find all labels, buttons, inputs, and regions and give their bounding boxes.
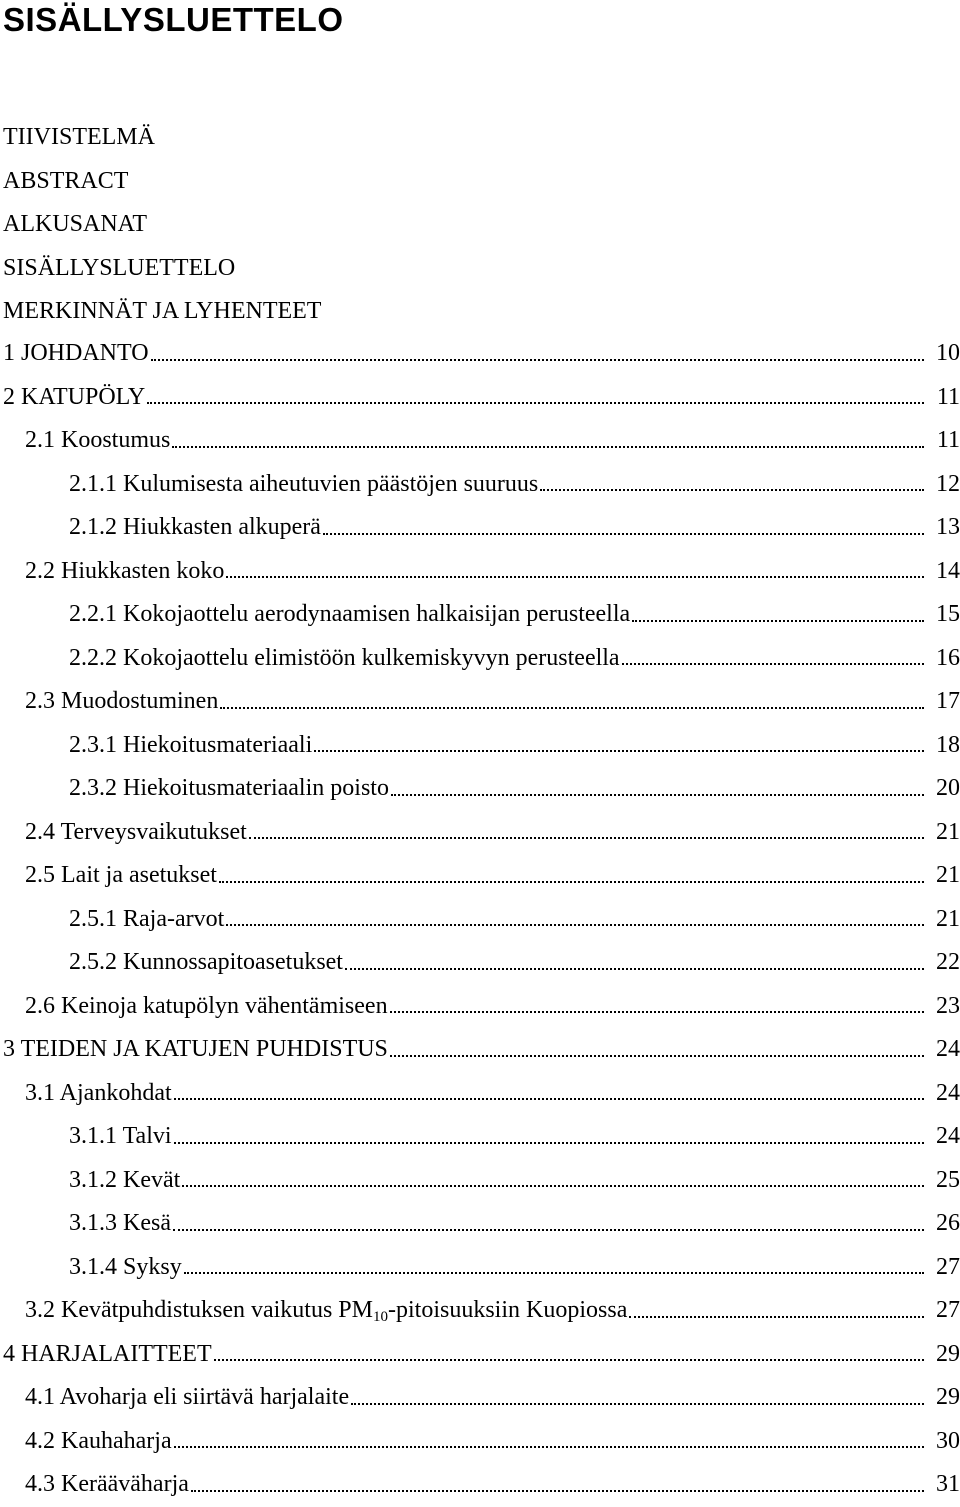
dot-leader — [219, 881, 924, 883]
toc-entry-label: 2.2.1 Kokojaottelu aerodynaamisen halkaisijan perusteella — [69, 601, 631, 627]
toc-entry-label: 2.2.2 Kokojaottelu elimistöön kulkemiskyvyn perusteella — [69, 644, 620, 671]
dot-leader — [390, 1055, 924, 1057]
toc-entry-label: 2.1.1 Kulumisesta aiheutuvien päästöjen suuruus — [69, 470, 539, 497]
toc-entry[interactable] — [0, 854, 960, 898]
toc-entry-label: 4 HARJALAITTEET — [3, 1340, 212, 1367]
toc-entry-label: 2.3.1 Hiekoitusmateriaali — [69, 731, 313, 758]
dot-leader — [226, 576, 924, 578]
toc-entry-page-number: 21 — [936, 862, 960, 888]
toc-entry-label: 4.2 Kauhaharja — [25, 1427, 172, 1454]
toc-entry-page-number: 24 — [936, 1079, 960, 1106]
dot-leader — [249, 837, 924, 839]
toc-entry-page-number: 21 — [936, 905, 960, 932]
toc-entry-label: 2.5.2 Kunnossapitoasetukset — [69, 949, 343, 975]
toc-entry-label: 3.1.3 Kesä — [69, 1210, 171, 1236]
toc-entry-label: 4.1 Avoharja eli siirtävä harjalaite — [25, 1384, 350, 1410]
toc-entry-label: 2 KATUPÖLY — [3, 383, 146, 410]
toc-entry[interactable] — [0, 1420, 960, 1464]
toc-entry[interactable] — [0, 941, 960, 985]
front-matter-list — [0, 116, 960, 334]
dot-leader — [174, 1098, 924, 1100]
toc-entry[interactable] — [0, 767, 960, 811]
toc-entry-page-number: 25 — [936, 1166, 960, 1193]
toc-entry[interactable] — [0, 1159, 960, 1203]
toc-entry-page-number: 15 — [936, 601, 960, 627]
toc-entry-label: 2.2 Hiukkasten koko — [25, 557, 225, 584]
dot-leader — [622, 663, 924, 665]
dot-leader — [172, 446, 924, 448]
dot-leader — [173, 1229, 924, 1231]
toc-entry-label: 3.1 Ajankohdat — [25, 1079, 172, 1106]
dot-leader — [174, 1142, 924, 1144]
front-matter-item[interactable]: ABSTRACT — [3, 167, 129, 194]
dot-leader — [390, 1011, 924, 1013]
front-matter-item[interactable]: ALKUSANAT — [3, 211, 147, 237]
toc-entry-label: 4.3 Kerääväharja — [25, 1471, 189, 1497]
toc-entry-label: 2.3.2 Hiekoitusmateriaalin poisto — [69, 775, 389, 801]
toc-entry[interactable] — [0, 506, 960, 550]
toc-entry-page-number: 14 — [936, 557, 960, 584]
toc-entry-page-number: 27 — [936, 1297, 960, 1323]
toc-entry[interactable] — [0, 985, 960, 1029]
dot-leader — [629, 1316, 924, 1318]
toc-entry[interactable] — [0, 463, 960, 507]
dot-leader — [323, 533, 924, 535]
toc-entry[interactable] — [0, 898, 960, 942]
toc-entry[interactable] — [0, 1376, 960, 1420]
toc-entry[interactable] — [0, 332, 960, 376]
toc-entry[interactable] — [0, 1289, 960, 1333]
dot-leader — [151, 359, 924, 361]
toc-entry-page-number: 18 — [936, 731, 960, 758]
dot-leader — [214, 1359, 924, 1361]
toc-entry-page-number: 11 — [936, 427, 960, 453]
toc-entry-page-number: 20 — [936, 775, 960, 801]
toc-entry[interactable] — [0, 1072, 960, 1116]
dot-leader — [174, 1446, 924, 1448]
toc-entry[interactable] — [0, 680, 960, 724]
toc-entry[interactable] — [0, 724, 960, 768]
toc-entry-label: 2.3 Muodostuminen — [25, 688, 219, 714]
toc-entry-page-number: 16 — [936, 644, 960, 671]
toc-entry-label: 3.1.4 Syksy — [69, 1253, 182, 1280]
toc-entry-page-number: 22 — [936, 949, 960, 975]
toc-entry[interactable] — [0, 1115, 960, 1159]
toc-entry[interactable] — [0, 1028, 960, 1072]
toc-entry-page-number: 10 — [936, 340, 960, 366]
toc-entry[interactable] — [0, 550, 960, 594]
toc-entry-label: 2.6 Keinoja katupölyn vähentämiseen — [25, 992, 388, 1019]
toc-entry[interactable] — [0, 419, 960, 463]
toc-entry[interactable] — [0, 1463, 960, 1507]
toc-entry[interactable] — [0, 637, 960, 681]
dot-leader — [147, 402, 924, 404]
toc-entry-page-number: 13 — [936, 514, 960, 540]
toc-entry-page-number: 24 — [936, 1123, 960, 1149]
front-matter-item[interactable]: SISÄLLYSLUETTELO — [3, 254, 236, 281]
dot-leader — [220, 707, 924, 709]
toc-entry-label: 3.1.1 Talvi — [69, 1123, 172, 1149]
toc-entry-page-number: 26 — [936, 1210, 960, 1236]
toc-entry-page-number: 12 — [936, 470, 960, 497]
toc-entry-page-number: 11 — [936, 383, 960, 410]
toc-entry-page-number: 24 — [936, 1036, 960, 1062]
toc-entry[interactable] — [0, 1246, 960, 1290]
toc-entry-label: 2.1.2 Hiukkasten alkuperä — [69, 514, 321, 540]
toc-entry-page-number: 17 — [936, 688, 960, 714]
toc-entry-page-number: 27 — [936, 1253, 960, 1280]
toc-entry[interactable] — [0, 376, 960, 420]
toc-entry[interactable] — [0, 1202, 960, 1246]
toc-entry-label: 3.2 Kevätpuhdistuksen vaikutus $PM_{10}$-pitoisuuksiin Kuopiossa — [25, 1297, 628, 1325]
dot-leader — [540, 489, 924, 491]
dot-leader — [184, 1272, 924, 1274]
toc-list — [0, 332, 960, 1507]
toc-entry-page-number: 23 — [936, 992, 960, 1019]
dot-leader — [314, 750, 924, 752]
toc-entry-label: 2.5.1 Raja-arvot — [69, 905, 225, 932]
toc-entry-page-number: 31 — [936, 1471, 960, 1497]
dot-leader — [345, 968, 924, 970]
toc-entry-label: 3.1.2 Kevät — [69, 1166, 181, 1193]
front-matter-item[interactable]: TIIVISTELMÄ — [3, 124, 155, 150]
dot-leader — [226, 924, 924, 926]
toc-entry-label: 3 TEIDEN JA KATUJEN PUHDISTUS — [3, 1036, 388, 1062]
toc-entry-page-number: 29 — [936, 1384, 960, 1410]
toc-entry-label: 1 JOHDANTO — [3, 340, 149, 366]
dot-leader — [182, 1185, 924, 1187]
toc-entry-label: 2.1 Koostumus — [25, 427, 171, 453]
dot-leader — [391, 794, 924, 796]
toc-entry-page-number: 30 — [936, 1427, 960, 1454]
dot-leader — [632, 620, 924, 622]
toc-entry-page-number: 29 — [936, 1340, 960, 1367]
toc-entry[interactable] — [0, 811, 960, 855]
dot-leader — [351, 1403, 924, 1405]
toc-entry-page-number: 21 — [936, 818, 960, 845]
toc-entry-label: 2.5 Lait ja asetukset — [25, 862, 217, 888]
toc-entry[interactable] — [0, 593, 960, 637]
toc-entry[interactable] — [0, 1333, 960, 1377]
front-matter-item[interactable]: MERKINNÄT JA LYHENTEET — [3, 298, 322, 324]
toc-entry-label: 2.4 Terveysvaikutukset — [25, 818, 247, 845]
dot-leader — [191, 1490, 924, 1492]
page-title: SISÄLLYSLUETTELO — [3, 1, 344, 38]
